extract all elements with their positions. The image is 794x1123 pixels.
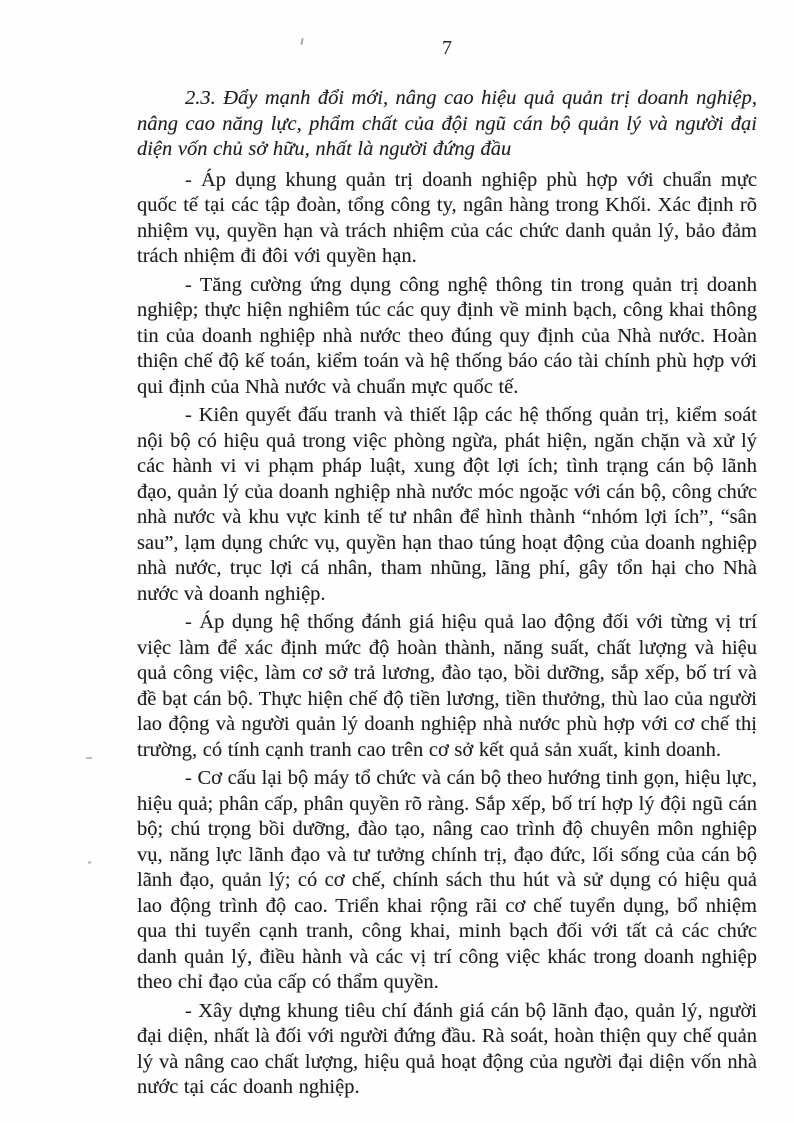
paragraph-6: - Xây dựng khung tiêu chí đánh giá cán bộ lãnh đạo, quản lý, người đại diện, nhất là đối với người đứng đầu. Rà soát, hoàn thiện quy chế quản lý và nâng cao chất lượng, hiệu quả hoạt động của người đại diện vốn nhà nước tại các doanh nghiệp. [137,999,757,1098]
page-number: 7 [442,37,452,59]
paragraph-2: - Tăng cường ứng dụng công nghệ thông tin trong quản trị doanh nghiệp; thực hiện nghiêm túc các quy định về minh bạch, công khai thông tin của doanh nghiệp nhà nước theo đúng quy định của Nhà nước. Hoàn thiện chế độ kế toán, kiểm toán và hệ thống báo cáo tài chính phù hợp với qui định của Nhà nước và chuẩn mực quốc tế. [137,273,757,398]
paragraph-1: - Áp dụng khung quản trị doanh nghiệp phù hợp với chuẩn mực quốc tế tại các tập đoàn, tổng công ty, ngân hàng trong Khối. Xác định rõ nhiệm vụ, quyền hạn và trách nhiệm của các chức danh quản lý, bảo đảm trách nhiệm đi đôi với quyền hạn. [137,168,757,267]
scan-speck [88,861,91,864]
paragraph-4: - Áp dụng hệ thống đánh giá hiệu quả lao động đối với từng vị trí việc làm để xác định mức độ hoàn thành, năng suất, chất lượng và hiệu quả công việc, làm cơ sở trả lương, đào tạo, bồi dưỡng, sắp xếp, bố trí và đề bạt cán bộ. Thực hiện chế độ tiền lương, tiền thưởng, thù lao của người lao động và người quản lý doanh nghiệp nhà nước phù hợp với cơ chế thị trường, có tính cạnh tranh cao trên cơ sở kết quả sản xuất, kinh doanh. [137,611,757,761]
section-heading: 2.3. Đẩy mạnh đổi mới, nâng cao hiệu quả quản trị doanh nghiệp, nâng cao năng lực, phẩm chất của đội ngũ cán bộ quản lý và người đại diện vốn chủ sở hữu, nhất là người đứng đầu [137,87,757,160]
document-body [137,86,757,1104]
paragraph-3: - Kiên quyết đấu tranh và thiết lập các hệ thống quản trị, kiểm soát nội bộ có hiệu quả trong việc phòng ngừa, phát hiện, ngăn chặn và xử lý các hành vi vi phạm pháp luật, xung đột lợi ích; tình trạng cán bộ lãnh đạo, quản lý của doanh nghiệp nhà nước móc ngoặc với cán bộ, công chức nhà nước và khu vực kinh tế tư nhân để hình thành “nhóm lợi ích”, “sân sau”, lạm dụng chức vụ, quyền hạn thao túng hoạt động của doanh nghiệp nhà nước, trục lợi cá nhân, tham nhũng, lãng phí, gây tổn hại cho Nhà nước và doanh nghiệp. [137,404,757,605]
scan-speck [86,757,92,759]
paragraph-5: - Cơ cấu lại bộ máy tổ chức và cán bộ theo hướng tinh gọn, hiệu lực, hiệu quả; phân cấp, phân quyền rõ ràng. Sắp xếp, bố trí hợp lý đội ngũ cán bộ; chú trọng bồi dưỡng, đào tạo, nâng cao trình độ chuyên môn nghiệp vụ, năng lực lãnh đạo và tư tưởng chính trị, đạo đức, lối sống của cán bộ lãnh đạo, quản lý; có cơ chế, chính sách thu hút và sử dụng có hiệu quả lao động trình độ cao. Triển khai rộng rãi cơ chế tuyển dụng, bổ nhiệm qua thi tuyển cạnh tranh, công khai, minh bạch đối với tất cả các chức danh quản lý, điều hành và các vị trí công việc khác trong doanh nghiệp theo chỉ đạo của cấp có thẩm quyền. [137,767,757,993]
